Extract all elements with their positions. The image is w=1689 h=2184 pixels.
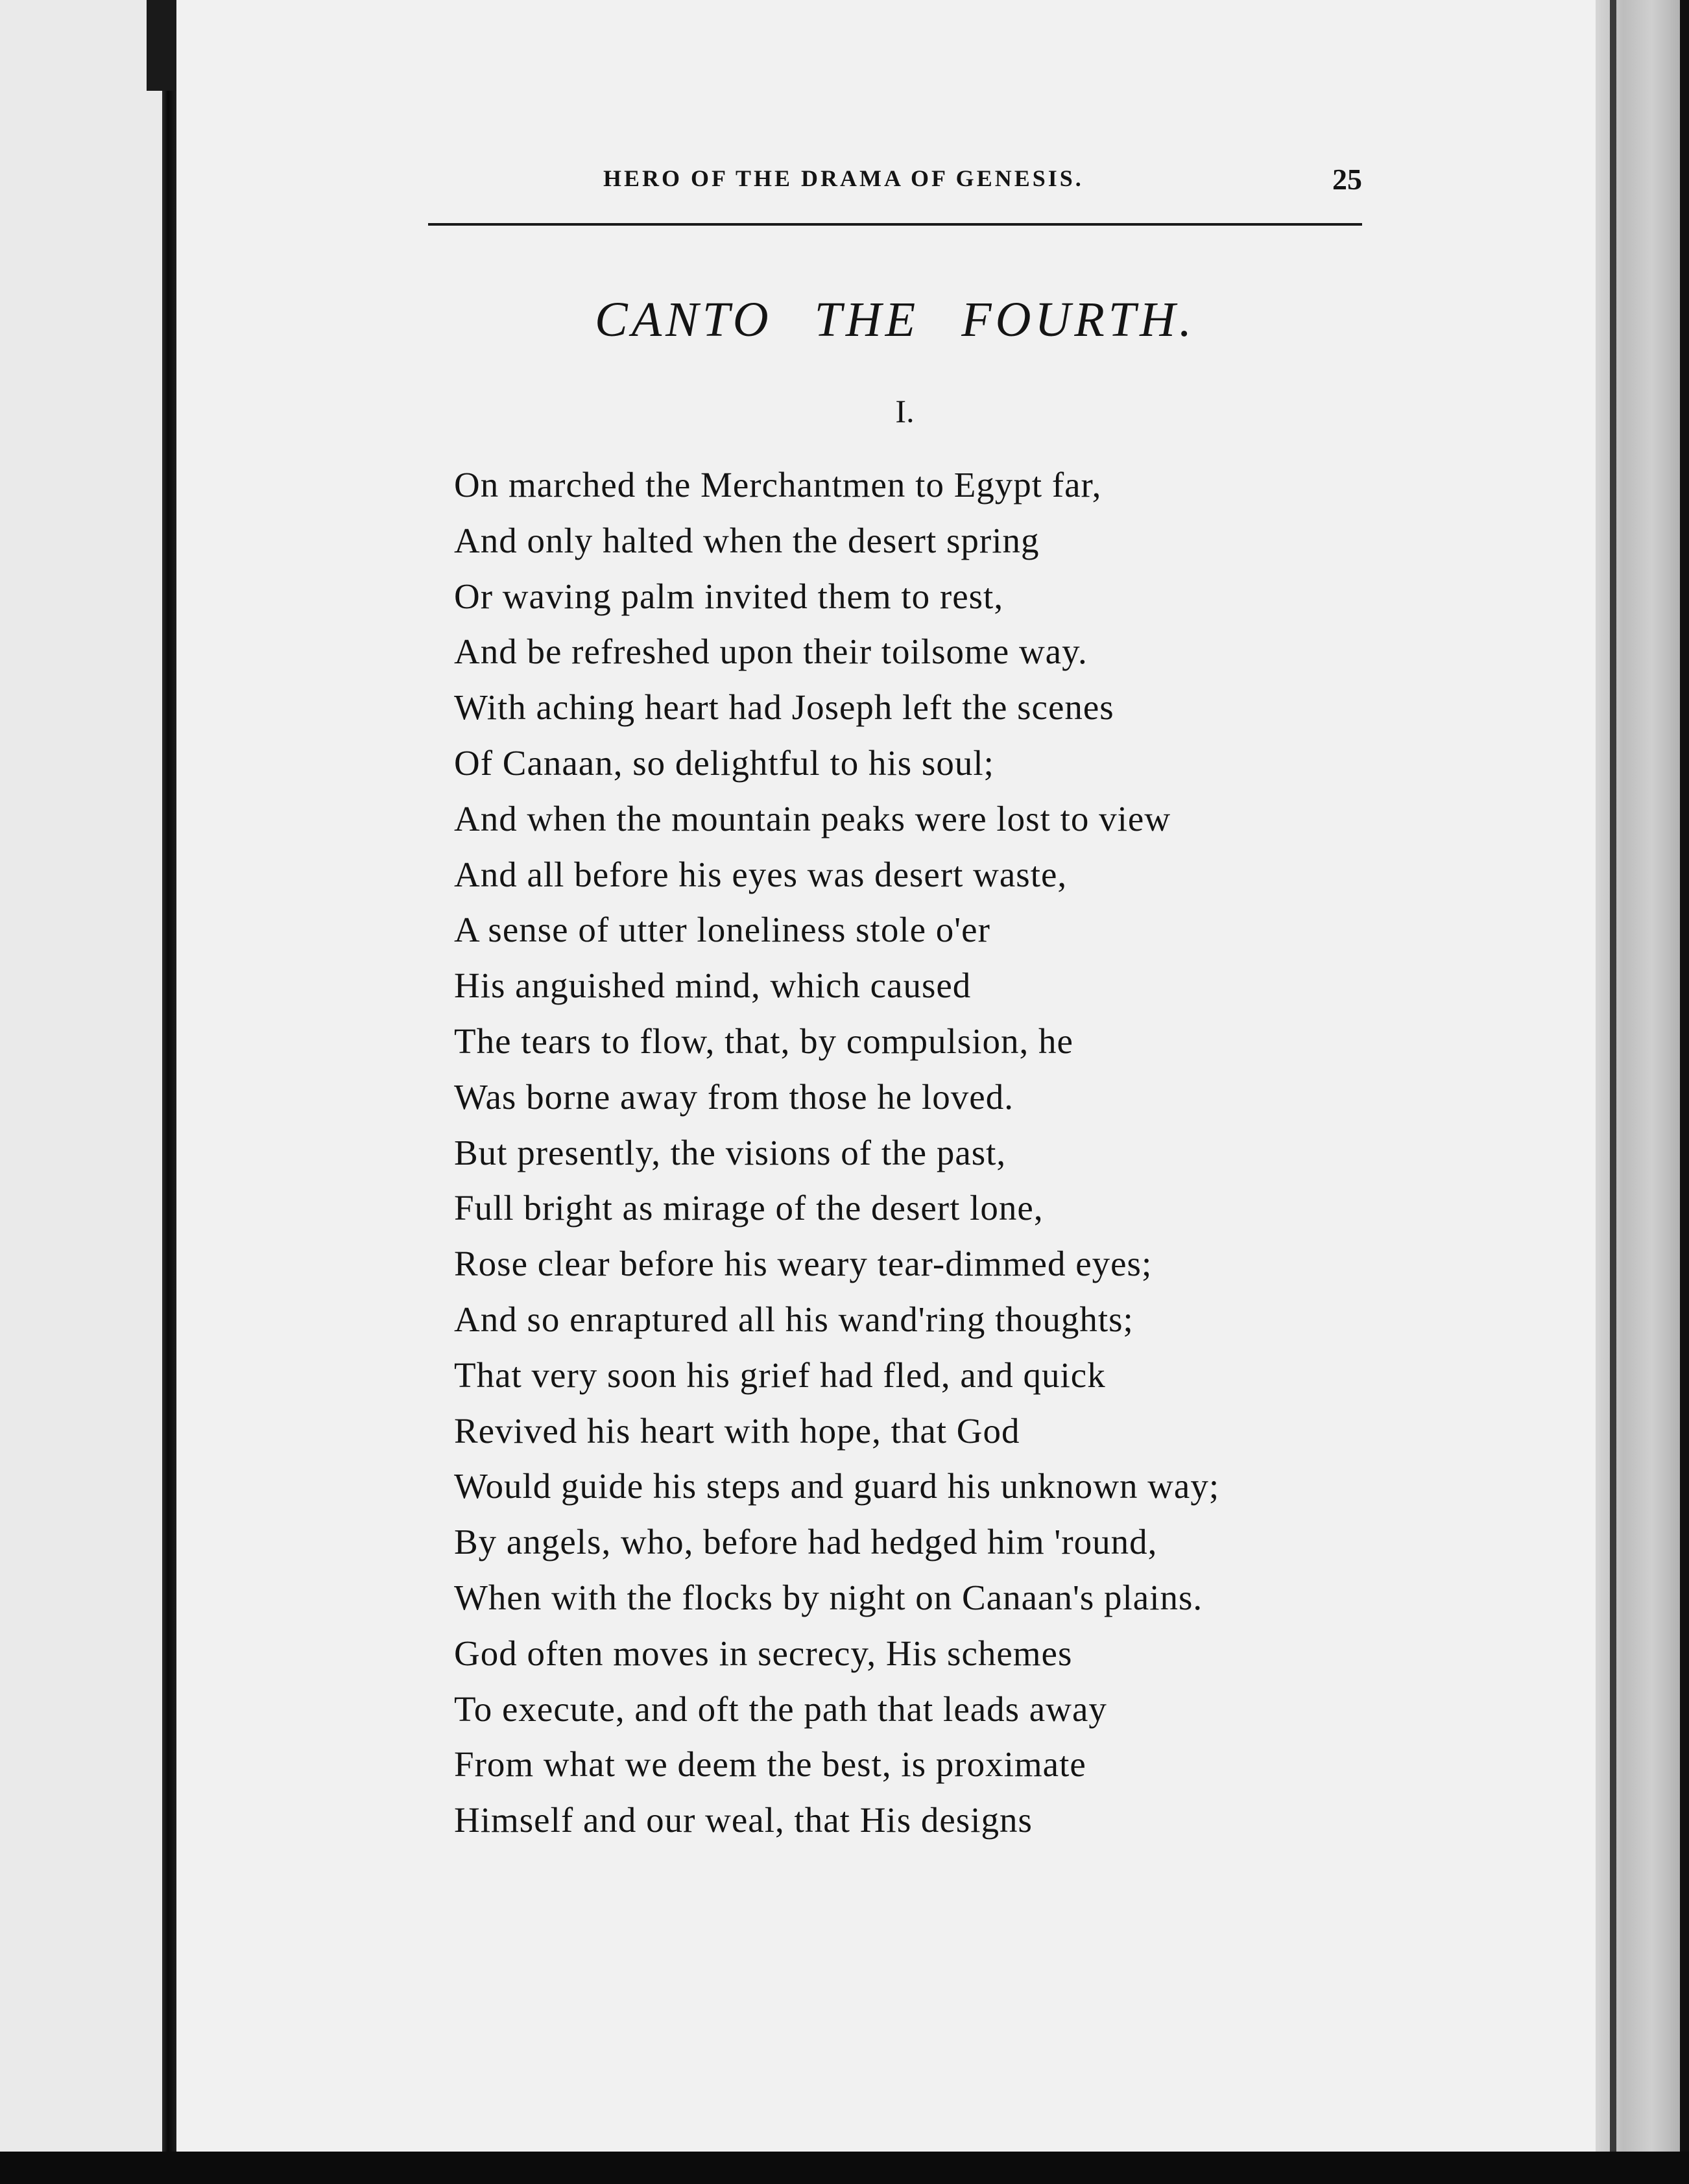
- poem-line: Would guide his steps and guard his unknown way;: [454, 1466, 1220, 1506]
- poem-line: And all before his eyes was desert waste,: [454, 854, 1068, 894]
- poem-line: Himself and our weal, that His designs: [454, 1800, 1033, 1840]
- poem-line: When with the flocks by night on Canaan's plains.: [454, 1577, 1203, 1617]
- poem-line: With aching heart had Joseph left the scenes: [454, 687, 1114, 728]
- poem-line: But presently, the visions of the past,: [454, 1132, 1007, 1172]
- scan-border-bottom: [0, 2152, 1689, 2184]
- poem-stanza: [454, 457, 1375, 1848]
- poem-line: A sense of utter loneliness stole o'er: [454, 910, 990, 950]
- poem-line: Rose clear before his weary tear-dimmed eyes;: [454, 1244, 1153, 1284]
- scan-border-right: [1680, 0, 1689, 2184]
- header-rule: [428, 223, 1362, 226]
- page-edge-line: [1610, 0, 1616, 2184]
- poem-line: And so enraptured all his wand'ring thoughts;: [454, 1299, 1134, 1339]
- poem-line: From what we deem the best, is proximate: [454, 1744, 1086, 1785]
- section-number: I.: [895, 393, 915, 429]
- poem-line: And be refreshed upon their toilsome way.: [454, 632, 1088, 672]
- page-number: 25: [1332, 163, 1362, 196]
- running-head: HERO OF THE DRAMA OF GENESIS.: [603, 165, 1084, 191]
- poem-line: And when the mountain peaks were lost to view: [454, 798, 1171, 838]
- canto-title: CANTO THE FOURTH.: [595, 292, 1195, 347]
- page-header: [428, 162, 1362, 201]
- poem-line: On marched the Merchantmen to Egypt far,: [454, 465, 1102, 504]
- poem-line: Full bright as mirage of the desert lone,: [454, 1188, 1044, 1228]
- binding-edge: [162, 0, 176, 2184]
- poem-line: That very soon his grief had fled, and quick: [454, 1355, 1106, 1395]
- poem-line: And only halted when the desert spring: [454, 520, 1040, 560]
- poem-line: Or waving palm invited them to rest,: [454, 576, 1004, 616]
- poem-line: Revived his heart with hope, that God: [454, 1410, 1020, 1451]
- poem-line: The tears to flow, that, by compulsion, he: [454, 1021, 1073, 1061]
- poem-line: God often moves in secrecy, His schemes: [454, 1633, 1073, 1673]
- poem-line: By angels, who, before had hedged him 'round,: [454, 1522, 1158, 1562]
- poem-line: His anguished mind, which caused: [454, 966, 972, 1006]
- poem-line: To execute, and oft the path that leads away: [454, 1689, 1107, 1729]
- binding-top-mark: [147, 0, 176, 91]
- poem-line: Was borne away from those he loved.: [454, 1076, 1014, 1117]
- poem-line: Of Canaan, so delightful to his soul;: [454, 742, 994, 783]
- gutter-shade: [0, 0, 162, 2184]
